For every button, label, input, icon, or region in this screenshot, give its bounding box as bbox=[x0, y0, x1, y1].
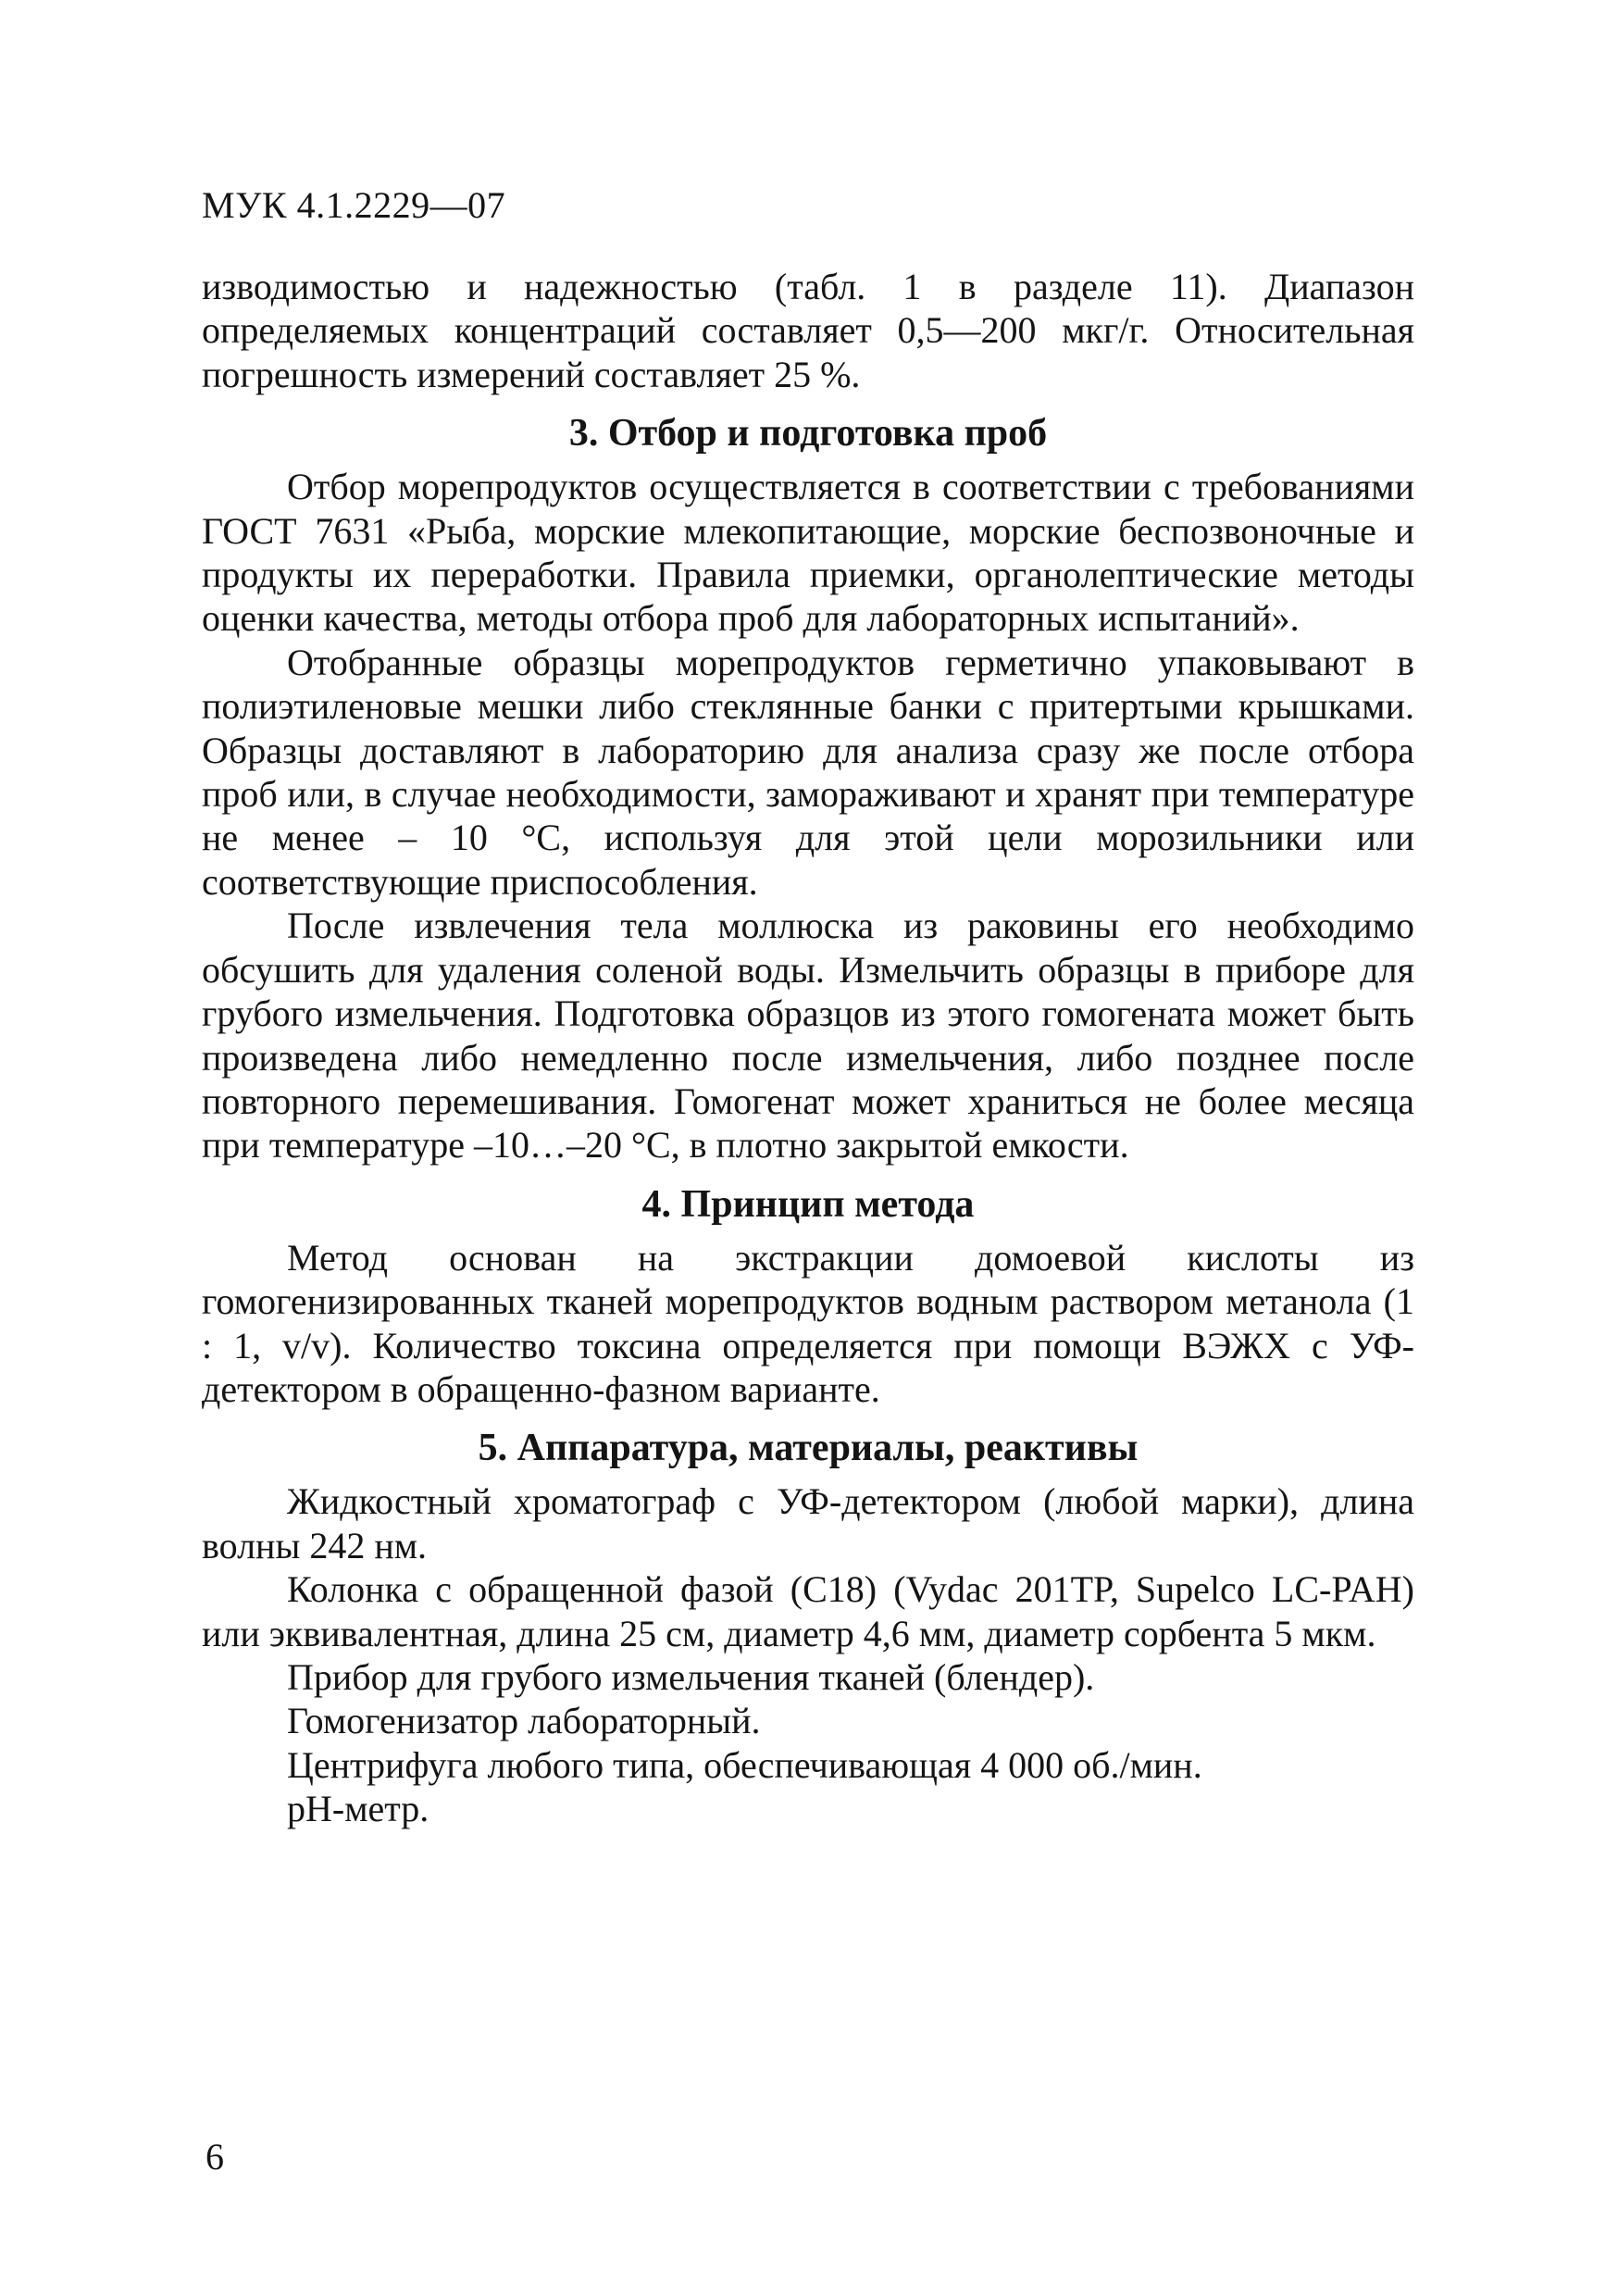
intro-paragraph: изводимостью и надежностью (табл. 1 в разделе 11). Диапазон определяемых концентраций составляет 0,5—200 мкг/г. Относительная погрешность измерений составляет 25 %. bbox=[202, 266, 1414, 395]
equipment-item: Гомогенизатор лабораторный. bbox=[287, 1700, 761, 1742]
document-header: МУК 4.1.2229—07 bbox=[202, 184, 506, 226]
section-3-paragraph: Отобранные образцы морепродуктов герметично упаковывают в полиэтиленовые мешки либо стеклянные банки с притертыми крышками. Образцы доставляют в лабораторию для анализа сразу же после отбора проб или, в случае необходимости, замораживают и хранят при температуре не менее – 10 °С, используя для этой цели морозильники или соответствующие приспособления. bbox=[202, 641, 1414, 903]
section-4-title: 4. Принцип метода bbox=[641, 1182, 975, 1226]
page-content bbox=[202, 265, 1414, 1831]
page-number: 6 bbox=[205, 2136, 224, 2177]
section-3-paragraph: После извлечения тела моллюска из раковины его необходимо обсушить для удаления соленой воды. Измельчить образцы в приборе для грубого измельчения. Подготовка образцов из этого гомогената может быть произведена либо немедленно после измельчения, либо позднее после повторного перемешивания. Гомогенат может храниться не более месяца при температуре –10…–20 °С, в плотно закрытой емкости. bbox=[202, 905, 1414, 1167]
section-5-paragraph: Жидкостный хроматограф с УФ-детектором (любой марки), длина волны 242 нм. bbox=[202, 1480, 1414, 1566]
section-5-paragraph: Колонка с обращенной фазой (С18) (Vydac 201TP, Supelco LC-PAH) или эквивалентная, длина 25 см, диаметр 4,6 мм, диаметр сорбента 5 мкм. bbox=[202, 1568, 1414, 1654]
section-5-title: 5. Аппаратура, материалы, реактивы bbox=[478, 1427, 1139, 1470]
equipment-item: Центрифуга любого типа, обеспечивающая 4 000 об./мин. bbox=[287, 1743, 1202, 1786]
section-3-paragraph: Отбор морепродуктов осуществляется в соответствии с требованиями ГОСТ 7631 «Рыба, морские млекопитающие, морские беспозвоночные и продукты их переработки. Правила приемки, органолептические методы оценки качества, методы отбора проб для лабораторных испытаний». bbox=[202, 466, 1414, 640]
section-4-paragraph: Метод основан на экстракции домоевой кислоты из гомогенизированных тканей морепродуктов водным раствором метанола (1 : 1, v/v). Количество токсина определяется при помощи ВЭЖХ с УФ-детектором в обращенно-фазном варианте. bbox=[202, 1236, 1414, 1410]
equipment-item: Прибор для грубого измельчения тканей (блендер). bbox=[287, 1655, 1095, 1698]
equipment-item: рН-метр. bbox=[287, 1788, 429, 1830]
section-3-title: 3. Отбор и подготовка проб bbox=[568, 412, 1048, 455]
